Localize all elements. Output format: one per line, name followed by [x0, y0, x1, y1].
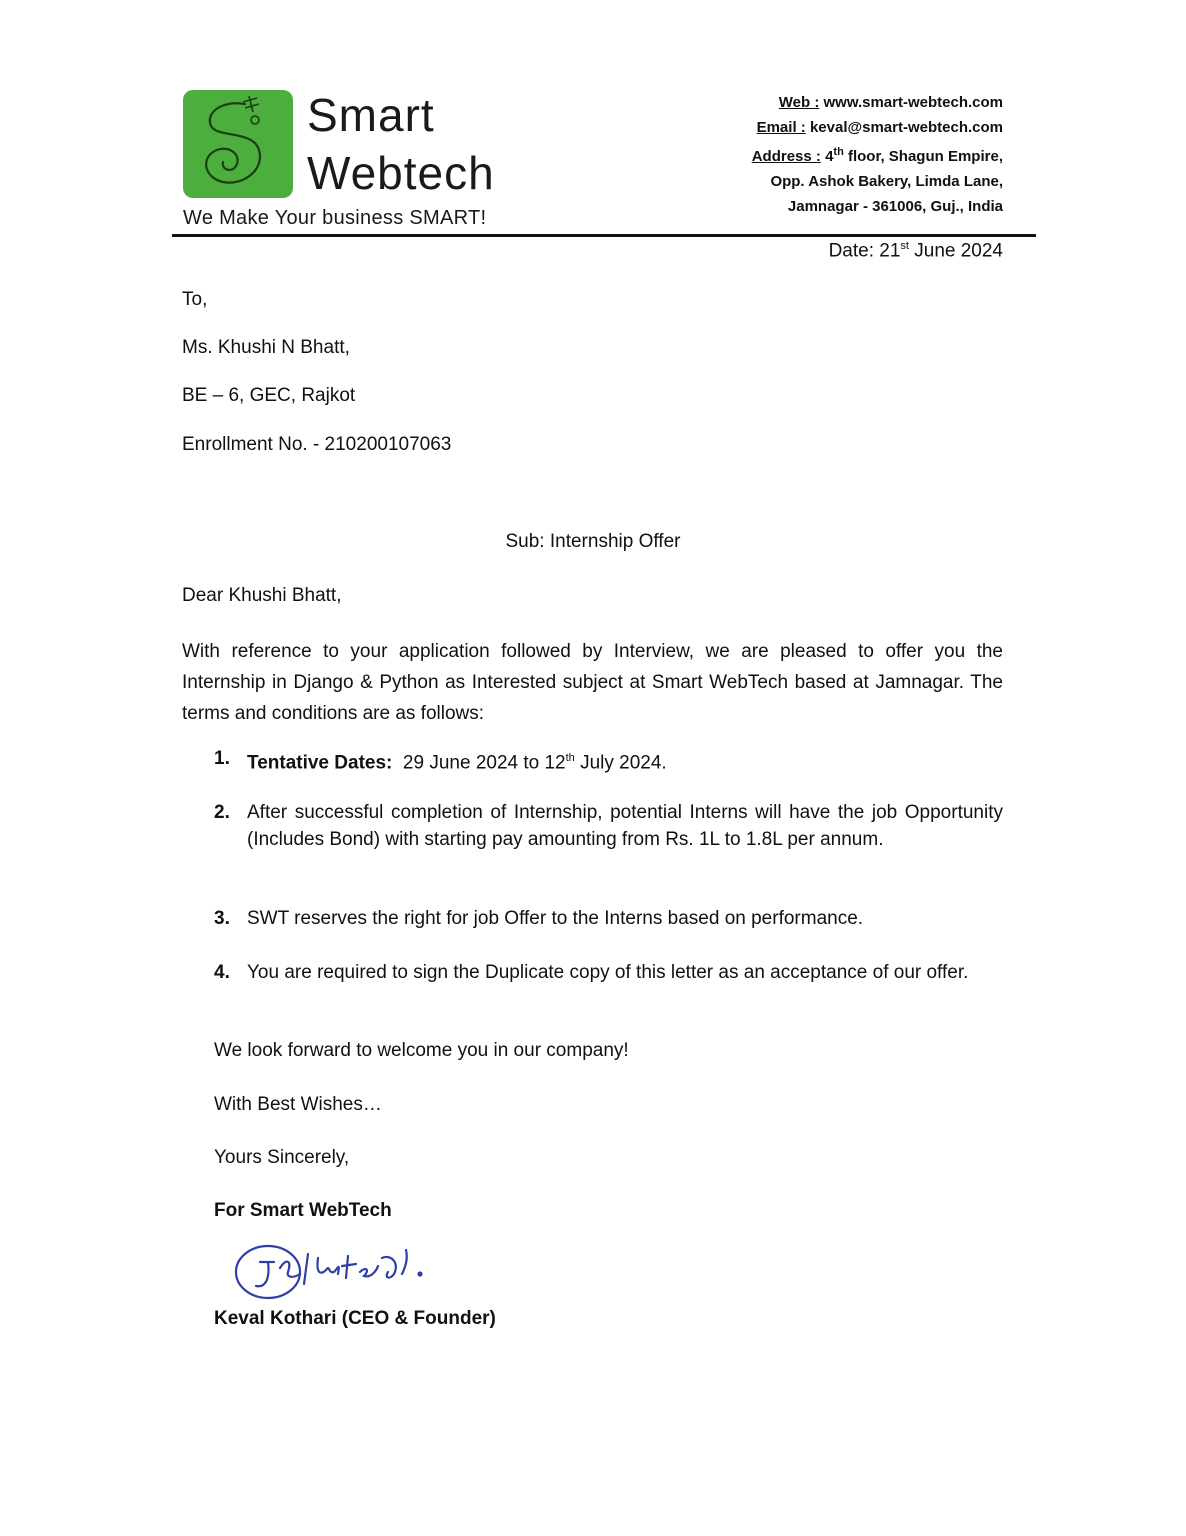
- letter-date: [829, 240, 1003, 262]
- closing-look-forward: We look forward to welcome you in our company!: [214, 1040, 629, 1061]
- address-label: Address :: [751, 148, 821, 165]
- term-body: After successful completion of Internship, potential Interns will have the job Opportunity (Includes Bond) with starting pay amounting from Rs. 1L to 1.8L per annum.: [247, 802, 1003, 850]
- date-sup: st: [900, 240, 909, 252]
- signatory-name: Keval Kothari (CEO & Founder): [214, 1308, 496, 1329]
- header-divider: [172, 234, 1036, 237]
- contact-block: [752, 90, 1003, 219]
- closing-wishes: With Best Wishes…: [214, 1094, 382, 1115]
- term-text-a: 29 June 2024 to 12: [402, 752, 566, 774]
- recipient-name: Ms. Khushi N Bhatt,: [182, 337, 350, 358]
- recipient-enrollment: Enrollment No. - 210200107063: [182, 434, 452, 455]
- term-number: 4.: [214, 962, 230, 983]
- closing-sincerely: Yours Sincerely,: [214, 1147, 350, 1168]
- term-number: 1.: [214, 748, 230, 769]
- web-line: [752, 90, 1003, 115]
- email-link[interactable]: keval@smart-webtech.com: [809, 119, 1003, 136]
- brand-name-line1: Smart: [307, 89, 435, 141]
- company-logo: [183, 90, 293, 198]
- term-text-b: July 2024.: [580, 752, 667, 774]
- spiral-s-icon: [183, 90, 293, 198]
- term-body: [247, 745, 1003, 776]
- closing-company: For Smart WebTech: [214, 1200, 392, 1221]
- term-body: SWT reserves the right for job Offer to the Interns based on performance.: [247, 908, 864, 929]
- address-line3: Jamnagar - 361006, Guj., India: [787, 198, 1003, 215]
- term-number: 2.: [214, 802, 230, 823]
- subject-line: Sub: Internship Offer: [505, 531, 681, 552]
- email-line: [752, 115, 1003, 140]
- handwritten-signature: [230, 1228, 440, 1308]
- term-item-3: [214, 905, 1003, 932]
- term-bold-label: Tentative Dates:: [247, 752, 393, 774]
- address-floor-sup: th: [833, 146, 844, 158]
- recipient-to: To,: [182, 289, 208, 310]
- date-suffix: June 2024: [914, 240, 1003, 262]
- tagline: We Make Your business SMART!: [183, 207, 487, 229]
- address-line1: [752, 140, 1003, 169]
- web-link[interactable]: www.smart-webtech.com: [823, 94, 1003, 111]
- brand-name-line2: Webtech: [307, 147, 495, 199]
- address-line1-rest: floor, Shagun Empire,: [847, 148, 1003, 165]
- email-label: Email :: [756, 119, 806, 136]
- web-label: Web :: [778, 94, 820, 111]
- term-number: 3.: [214, 908, 230, 929]
- term-sup: th: [565, 752, 575, 764]
- intro-paragraph: With reference to your application followed by Interview, we are pleased to offer you the Internship in Django & Python as Interested subject at Smart WebTech based at Jamnagar. The terms and conditions are as follows:: [182, 641, 1003, 724]
- salutation: Dear Khushi Bhatt,: [182, 585, 342, 606]
- term-body: You are required to sign the Duplicate copy of this letter as an acceptance of our offer.: [247, 962, 969, 983]
- term-item-2: [214, 799, 1003, 853]
- term-item-1: [214, 745, 1003, 776]
- recipient-course: BE – 6, GEC, Rajkot: [182, 385, 356, 406]
- address-floor-num: 4: [825, 148, 834, 165]
- term-item-4: [214, 959, 1003, 986]
- address-line2: Opp. Ashok Bakery, Limda Lane,: [770, 173, 1003, 190]
- date-prefix: Date: 21: [828, 240, 901, 262]
